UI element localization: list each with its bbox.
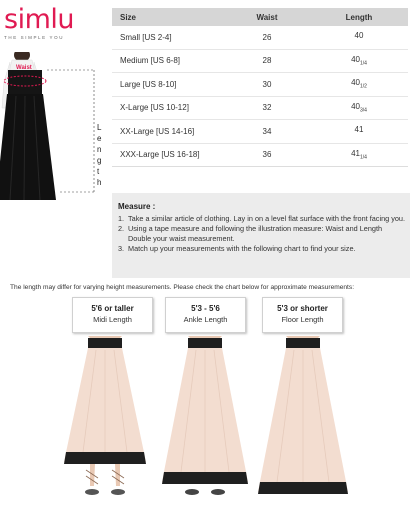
measure-instructions bbox=[112, 193, 410, 278]
length-cell: $41_{1/4}$ bbox=[310, 143, 408, 167]
header-waist: Waist bbox=[224, 8, 310, 26]
table-row bbox=[112, 73, 408, 97]
list-item: 3. Match up your measurements with the following chart to find your size. bbox=[118, 244, 356, 253]
height-note: The length may differ for varying height measurements. Please check the chart below for approximate measurements: bbox=[10, 284, 355, 291]
height-card-floor bbox=[262, 297, 343, 333]
waist-cell: 26 bbox=[224, 26, 310, 49]
brand-logo bbox=[4, 6, 96, 40]
waist-guide-label: Waist bbox=[16, 65, 32, 71]
table-row bbox=[112, 96, 408, 120]
figure-ankle bbox=[150, 336, 260, 500]
length-type: Midi Length bbox=[93, 315, 132, 324]
table-header-row bbox=[112, 8, 408, 26]
list-item: 2. Using a tape measure and following the illustration measure: Waist and Length Double your waist measurement. bbox=[118, 224, 383, 243]
size-cell: X-Large [US 10-12] bbox=[112, 96, 224, 120]
length-cell: $40_{1/2}$ bbox=[310, 73, 408, 97]
table-row bbox=[112, 143, 408, 167]
height-range: 5'6 or taller bbox=[91, 304, 134, 313]
length-cell: 41 bbox=[310, 120, 408, 144]
size-cell: Small [US 2-4] bbox=[112, 26, 224, 49]
length-cell: $40_{1/4}$ bbox=[310, 49, 408, 73]
length-cell: $40_{3/4}$ bbox=[310, 96, 408, 120]
table-row bbox=[112, 49, 408, 73]
brand-tagline: THE SIMPLE YOU bbox=[4, 35, 65, 40]
model-photo bbox=[0, 52, 112, 202]
waist-cell: 32 bbox=[224, 96, 310, 120]
header-size: Size bbox=[112, 8, 224, 26]
size-cell: Medium [US 6-8] bbox=[112, 49, 224, 73]
header-length: Length bbox=[310, 8, 408, 26]
height-card-ankle bbox=[165, 297, 246, 333]
figure-floor bbox=[248, 336, 358, 500]
size-chart-table bbox=[112, 8, 408, 167]
height-range: 5'3 or shorter bbox=[277, 304, 328, 313]
waist-cell: 30 bbox=[224, 73, 310, 97]
length-type: Ankle Length bbox=[183, 315, 228, 324]
waist-cell: 34 bbox=[224, 120, 310, 144]
figure-midi bbox=[50, 336, 160, 500]
height-card-midi bbox=[72, 297, 153, 333]
list-item: 1. Take a similar article of clothing. Lay in on a level flat surface with the front facing you. bbox=[118, 214, 406, 223]
brand-name: simlu bbox=[4, 4, 74, 35]
table-row bbox=[112, 120, 408, 144]
length-cell: 40 bbox=[310, 26, 408, 49]
waist-cell: 28 bbox=[224, 49, 310, 73]
length-type: Floor Length bbox=[281, 315, 324, 324]
table-row bbox=[112, 26, 408, 49]
measure-steps bbox=[118, 214, 406, 254]
measure-title: Measure : bbox=[118, 202, 156, 211]
waist-cell: 36 bbox=[224, 143, 310, 167]
size-cell: Large [US 8-10] bbox=[112, 73, 224, 97]
height-range: 5'3 - 5'6 bbox=[191, 304, 220, 313]
size-cell: XXX-Large [US 16-18] bbox=[112, 143, 224, 167]
length-guide-label: L e n g t h bbox=[97, 123, 102, 187]
model-illustration bbox=[0, 52, 112, 202]
size-cell: XX-Large [US 14-16] bbox=[112, 120, 224, 144]
